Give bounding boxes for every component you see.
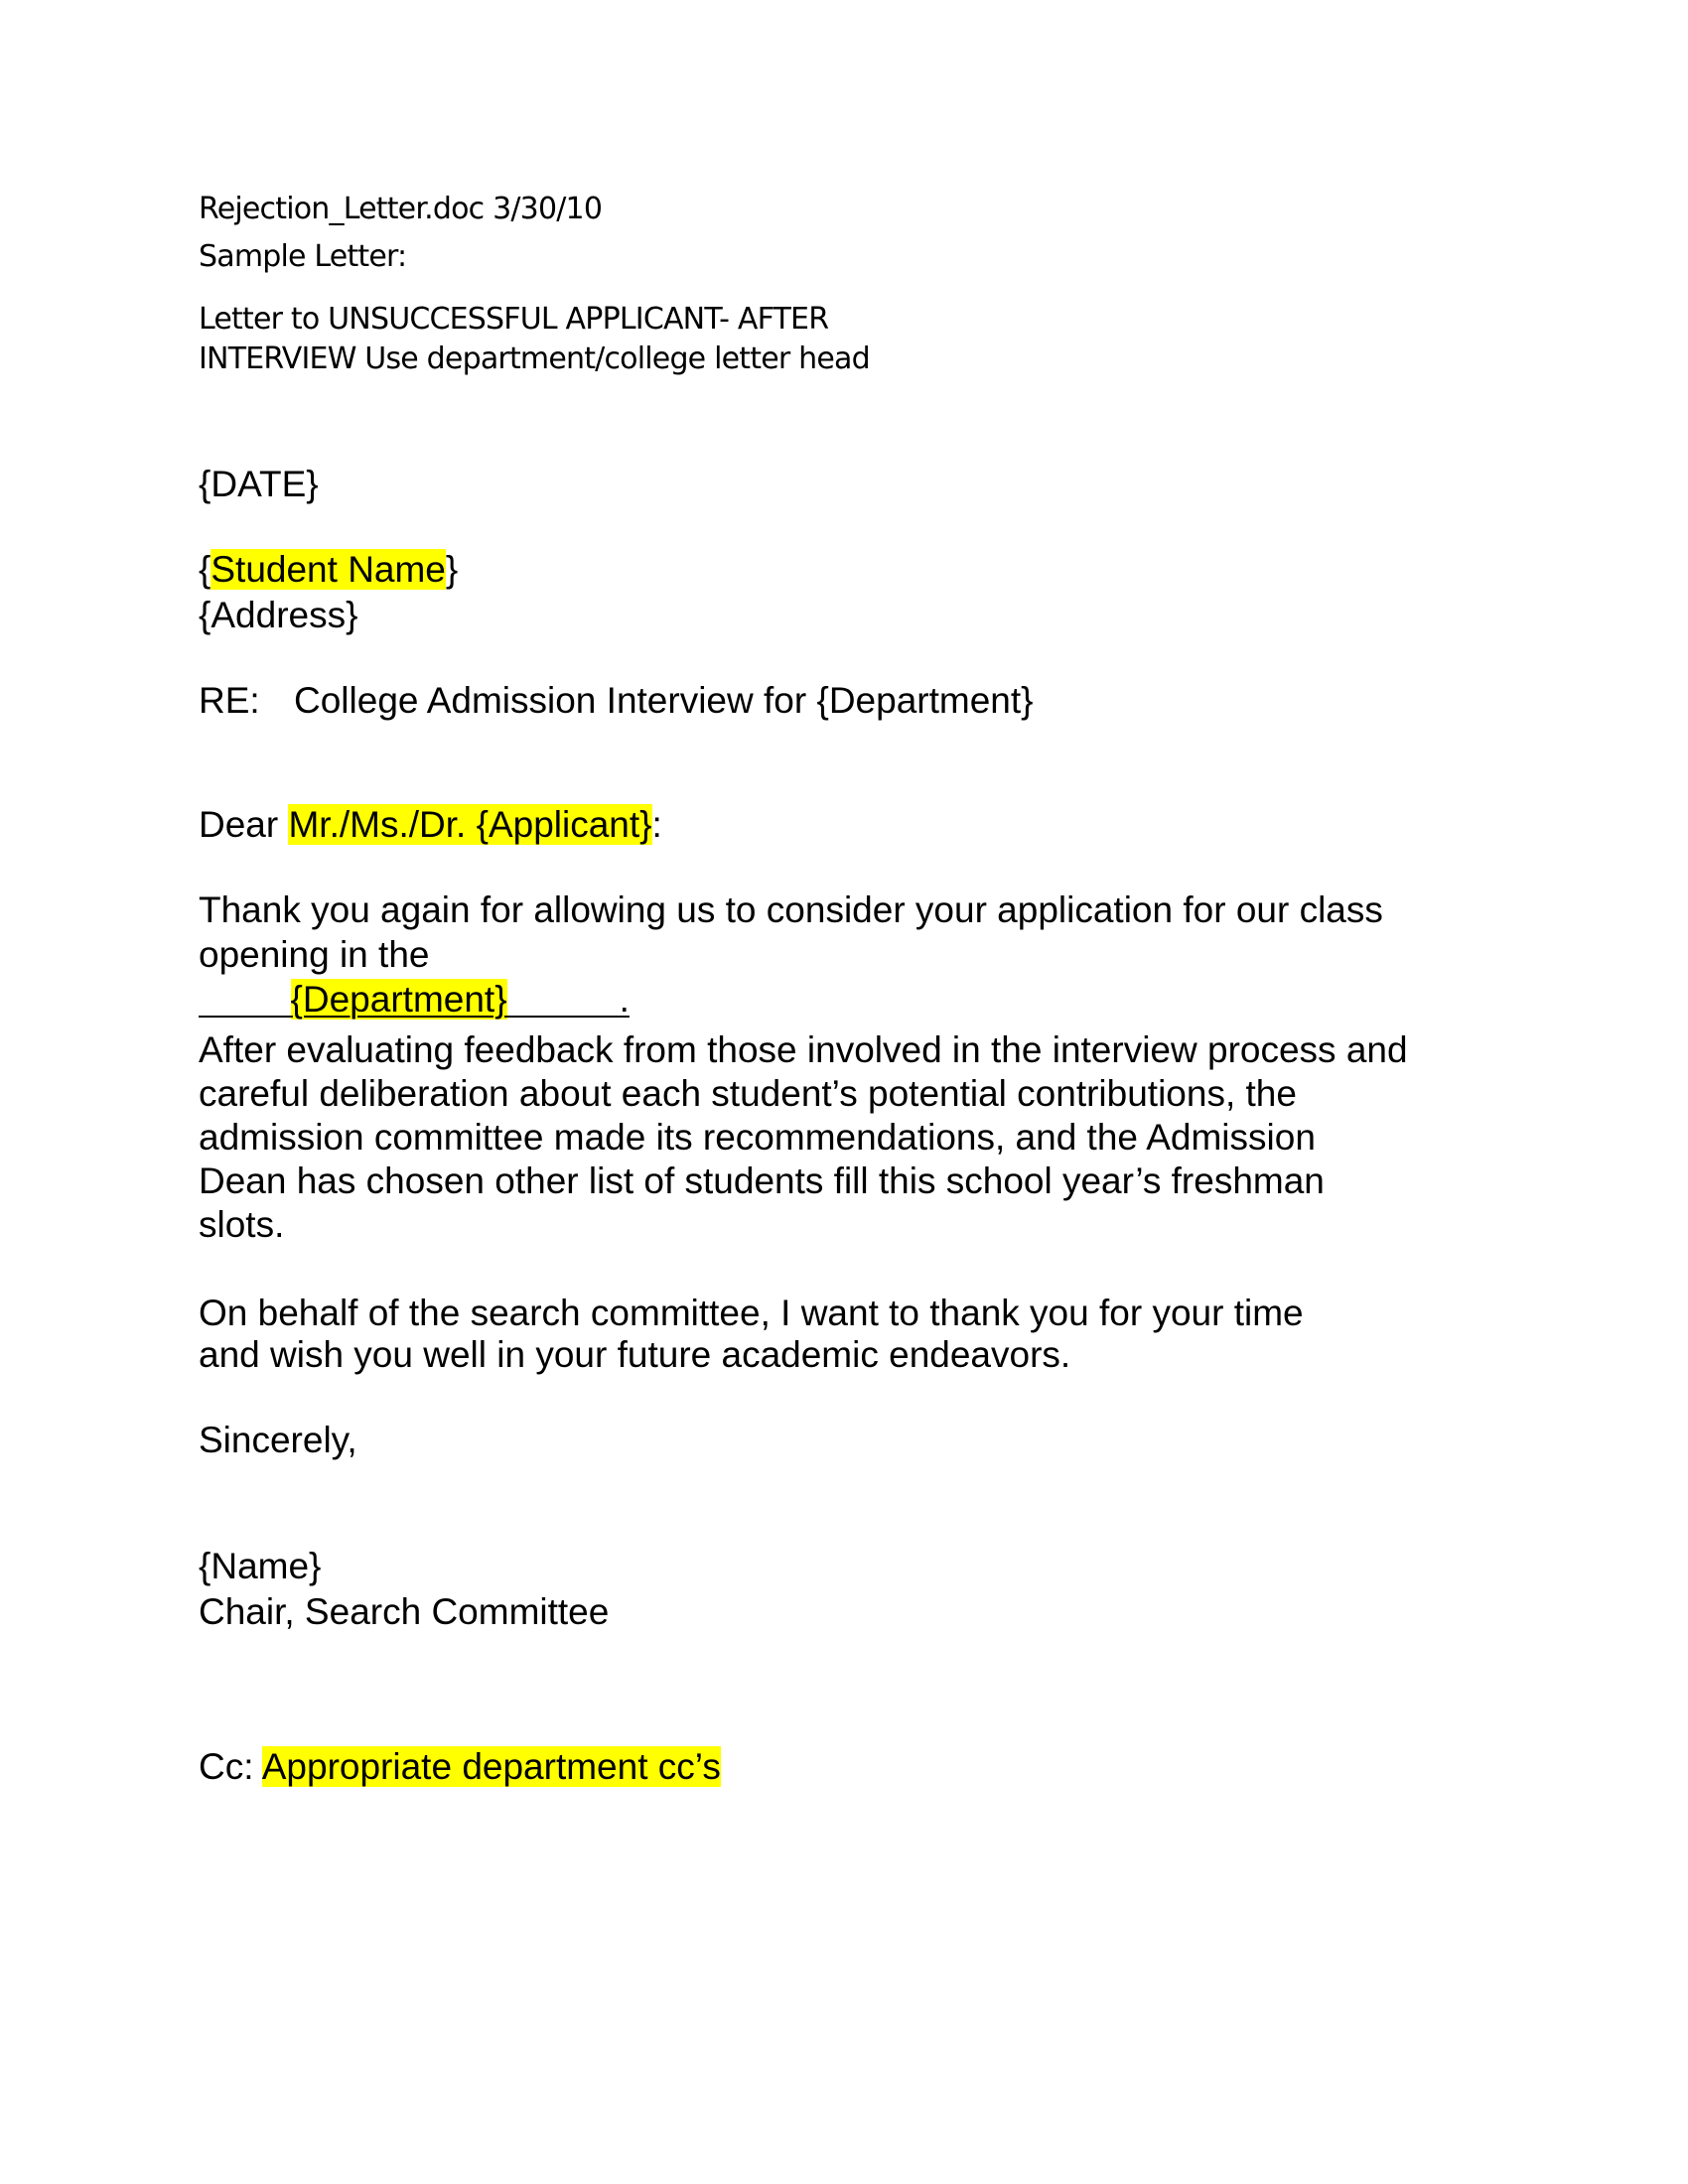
instruction-line-1: Letter to UNSUCCESSFUL APPLICANT- AFTER xyxy=(199,302,829,337)
closing: Sincerely, xyxy=(199,1420,357,1460)
para3-line1: On behalf of the search committee, I want to thank you for your time xyxy=(199,1293,1304,1333)
para2-line2: careful deliberation about each student’s potential contributions, the xyxy=(199,1073,1297,1114)
para2-line4: Dean has chosen other list of students fill this school year’s freshman xyxy=(199,1160,1325,1201)
signer-name: {Name} xyxy=(199,1546,322,1586)
department-blank-line xyxy=(199,978,630,1022)
file-line: Rejection_Letter.doc 3/30/10 xyxy=(199,192,603,226)
recipient-open-brace: { xyxy=(199,549,211,590)
instruction-line-2: INTERVIEW Use department/college letter head xyxy=(199,341,870,376)
para2-line5: slots. xyxy=(199,1204,285,1245)
para3-line2: and wish you well in your future academic endeavors. xyxy=(199,1334,1071,1375)
salutation xyxy=(199,803,662,847)
para2-line3: admission committee made its recommendations, and the Admission xyxy=(199,1117,1316,1158)
cc-label: Cc: xyxy=(199,1746,262,1787)
salutation-name-highlight: Mr./Ms./Dr. {Applicant} xyxy=(288,804,652,845)
recipient-close-brace: } xyxy=(445,549,459,590)
recipient-name-highlight: Student Name xyxy=(211,549,446,590)
recipient-address: {Address} xyxy=(199,595,358,635)
cc-value-highlight: Appropriate department cc’s xyxy=(261,1746,721,1787)
department-highlight: {Department} xyxy=(290,979,507,1020)
para1-line2: opening in the xyxy=(199,934,430,975)
cc-line xyxy=(199,1745,721,1789)
sample-label: Sample Letter: xyxy=(199,239,407,274)
para2-line1: After evaluating feedback from those involved in the interview process and xyxy=(199,1029,1408,1070)
department-blank xyxy=(199,979,630,1020)
salutation-suffix: : xyxy=(651,804,662,845)
re-line xyxy=(199,679,1033,723)
salutation-prefix: Dear xyxy=(199,804,289,845)
blank-tail xyxy=(507,979,620,1020)
re-subject: College Admission Interview for {Department} xyxy=(294,680,1034,721)
signer-title: Chair, Search Committee xyxy=(199,1591,610,1632)
re-label: RE: xyxy=(199,680,260,721)
recipient-name-line xyxy=(199,548,458,592)
letter-date: {DATE} xyxy=(199,464,319,504)
blank-period: . xyxy=(619,979,630,1020)
para1-line1: Thank you again for allowing us to consider your application for our class xyxy=(199,889,1383,930)
blank-lead xyxy=(199,979,291,1020)
